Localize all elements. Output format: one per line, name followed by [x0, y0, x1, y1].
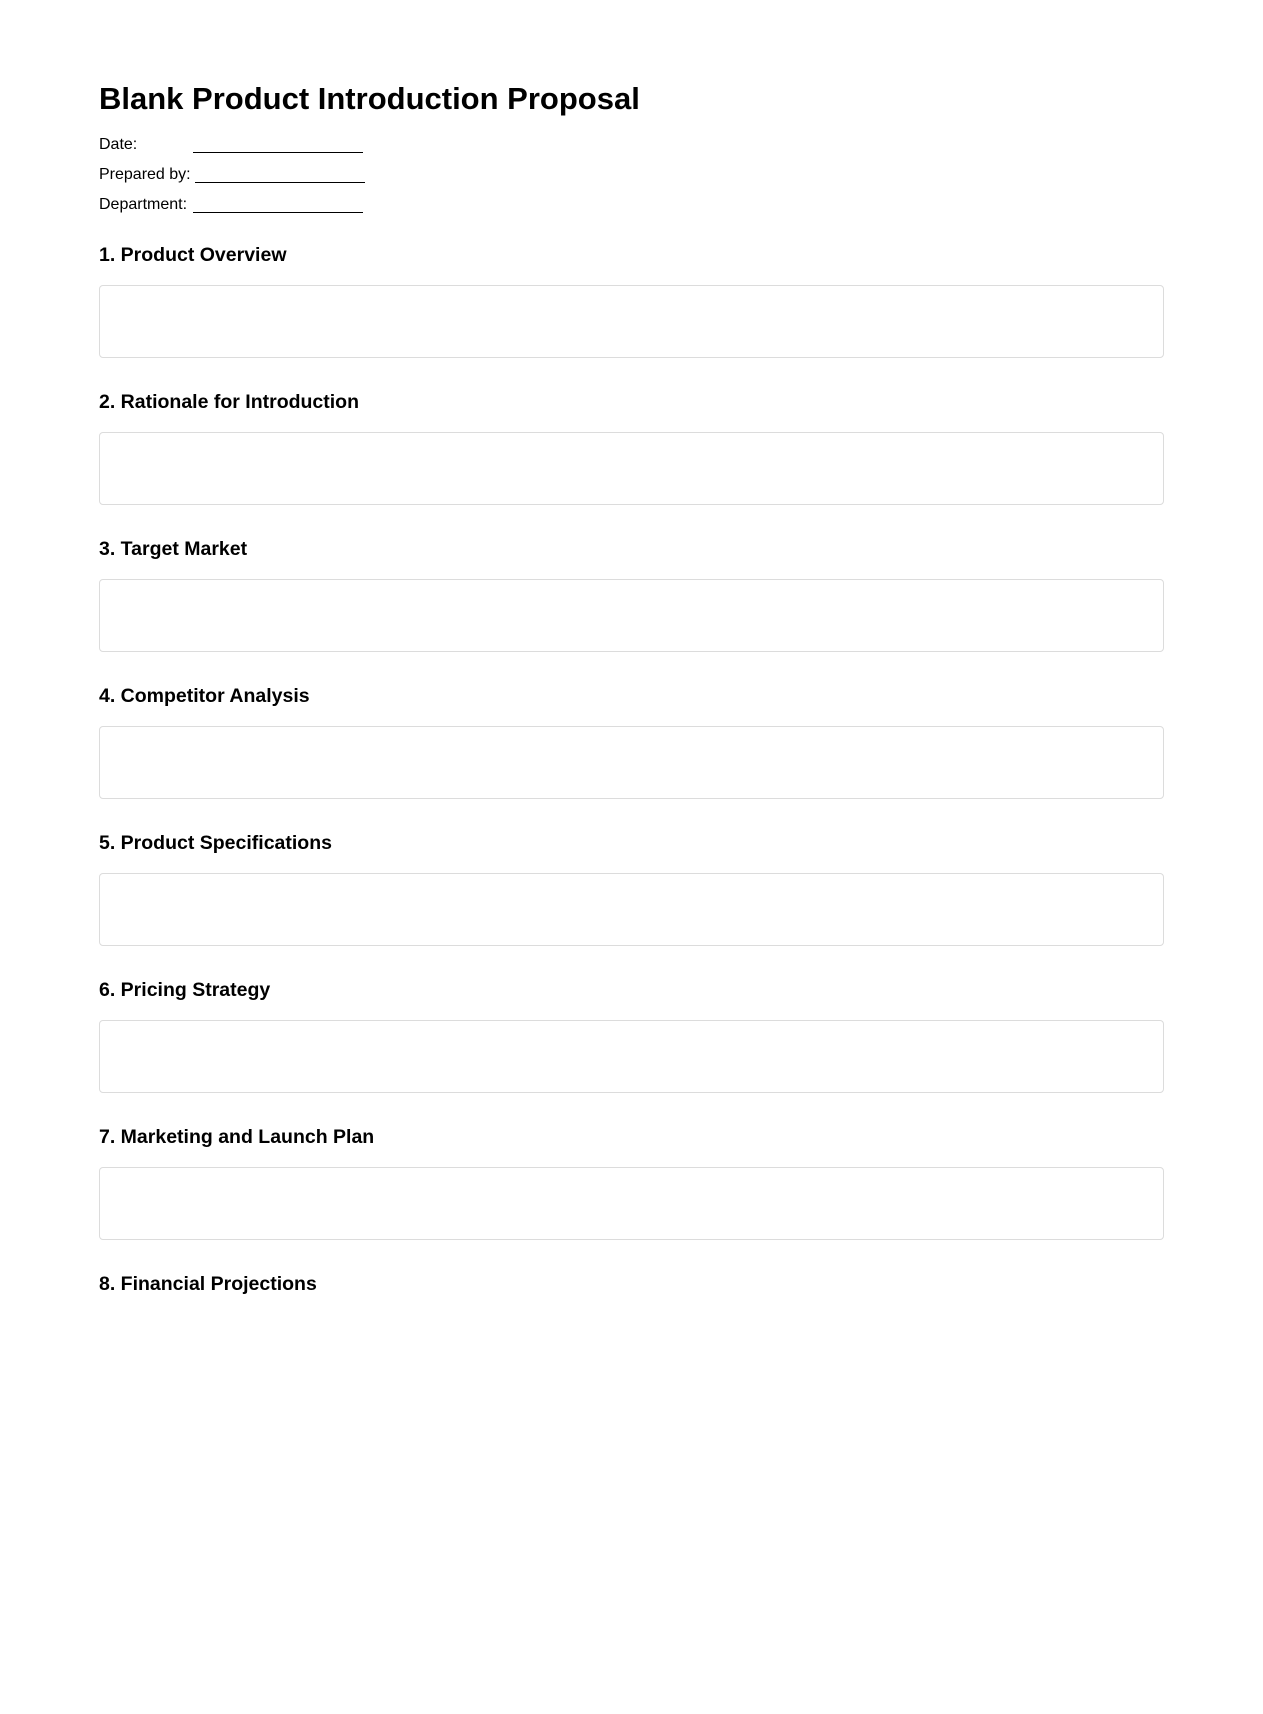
department-label: Department: [99, 196, 188, 213]
section-heading: 6. Pricing Strategy [99, 979, 271, 1001]
competitor-analysis-textbox[interactable] [99, 726, 1164, 799]
section-competitor-analysis [99, 684, 1164, 799]
department-field-row [99, 190, 365, 220]
sections-list [99, 243, 1164, 1328]
prepared-by-field[interactable] [195, 160, 365, 183]
pricing-strategy-textbox[interactable] [99, 1020, 1164, 1093]
department-field[interactable] [193, 190, 363, 213]
section-product-specifications [99, 831, 1164, 946]
document-title: Blank Product Introduction Proposal [99, 81, 640, 116]
date-field[interactable] [193, 130, 363, 153]
marketing-launch-plan-textbox[interactable] [99, 1167, 1164, 1240]
section-heading: 3. Target Market [99, 538, 248, 560]
target-market-textbox[interactable] [99, 579, 1164, 652]
section-target-market [99, 537, 1164, 652]
section-heading: 4. Competitor Analysis [99, 685, 310, 707]
section-rationale [99, 390, 1164, 505]
product-overview-textbox[interactable] [99, 285, 1164, 358]
prepared-by-field-row [99, 160, 365, 190]
product-specifications-textbox[interactable] [99, 873, 1164, 946]
section-product-overview [99, 243, 1164, 358]
section-heading: 8. Financial Projections [99, 1273, 317, 1295]
section-financial-projections [99, 1272, 1164, 1296]
date-field-row [99, 130, 365, 160]
section-marketing-launch-plan [99, 1125, 1164, 1240]
rationale-textbox[interactable] [99, 432, 1164, 505]
section-heading: 2. Rationale for Introduction [99, 391, 360, 413]
section-heading: 5. Product Specifications [99, 832, 332, 854]
meta-fields [99, 130, 365, 220]
section-pricing-strategy [99, 978, 1164, 1093]
date-label: Date: [99, 136, 138, 153]
section-heading: 1. Product Overview [99, 244, 287, 266]
section-heading: 7. Marketing and Launch Plan [99, 1126, 375, 1148]
prepared-by-label: Prepared by: [99, 166, 191, 183]
